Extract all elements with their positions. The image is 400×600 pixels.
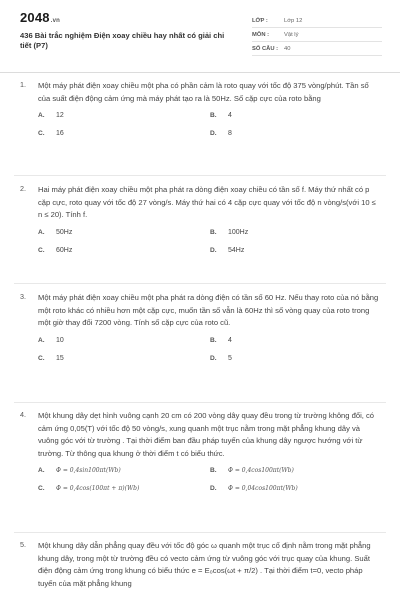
option-value: 10 (56, 336, 64, 344)
option-c[interactable] (38, 355, 210, 362)
option-label: C. (38, 485, 45, 492)
option-label: B. (210, 467, 217, 474)
meta-key: MÔN : (252, 31, 270, 38)
option-c[interactable] (38, 485, 210, 492)
option-label: A. (38, 112, 45, 119)
option-value: 15 (56, 354, 64, 362)
meta-info (252, 14, 382, 56)
option-c[interactable] (38, 247, 210, 254)
option-value: 50Hz (56, 228, 73, 236)
question-number: 4. (20, 410, 26, 419)
question-text: Một khung dây dẫn phẳng quay đều với tốc độ góc ω quanh một trục cố định nằm trong mặt phẳng khung dây, trong một từ trường đều có vecto cảm ứng từ vuông góc với trục quay của khung. Suất điện động cảm ứng trong khung có biểu thức e = E₀cos(ωt + π/2) . Tại thời điểm t=0, vecto pháp tuyến của mặt phẳng khung (38, 541, 371, 588)
question-4 (20, 410, 380, 492)
option-value: 4 (228, 336, 232, 344)
meta-key: SỐ CÂU : (252, 45, 279, 52)
option-value: 16 (56, 130, 64, 137)
option-value: 54Hz (228, 246, 245, 254)
meta-row-class (252, 14, 382, 28)
question-1 (20, 80, 380, 137)
question-text: Một máy phát điện xoay chiều một pha có phần cảm là roto quay với tốc độ 375 vòng/phút. Tần số của suất điện động cảm ứng mà máy phát tạo ra là 50Hz. Số cặp cực của roto bằng (38, 81, 369, 103)
option-a[interactable] (38, 229, 210, 236)
option-value: Φ = 0,4cos(100πt + π)(Wb) (56, 485, 140, 492)
option-value: 5 (228, 354, 232, 362)
logo-suffix: .vn (50, 18, 61, 24)
question-text: Một khung dây dẹt hình vuông cạnh 20 cm có 200 vòng dây quay đều trong từ trường không đổi, có cảm ứng 0,05(T) với tốc độ 50 vòng/s, xung quanh một trục nằm trong mặt phẳng khung dây và vuông góc với từ trường . Tại thời điểm ban đầu pháp tuyến của khung dây ngược hướng với từ trường. Từ thông qua khung ở thời điểm t có biểu thức. (38, 411, 374, 458)
option-a[interactable] (38, 467, 210, 474)
question-2 (20, 184, 380, 254)
option-label: D. (210, 130, 217, 137)
divider (14, 532, 386, 533)
option-label: B. (210, 112, 217, 119)
option-b[interactable] (210, 467, 382, 474)
option-b[interactable] (210, 337, 382, 344)
option-a[interactable] (38, 112, 210, 119)
option-b[interactable] (210, 112, 382, 119)
header (0, 0, 400, 73)
answer-options (38, 112, 380, 137)
option-a[interactable] (38, 337, 210, 344)
option-value: Φ = 0,04cos100πt(Wb) (228, 485, 298, 492)
logo-text: 2048 (20, 10, 50, 25)
question-number: 1. (20, 80, 26, 89)
answer-options (38, 467, 380, 492)
option-d[interactable] (210, 130, 382, 137)
document-title: 436 Bài trắc nghiệm Điện xoay chiều hay nhất có giải chi tiết (P7) (20, 31, 225, 50)
option-value: 100Hz (228, 228, 249, 236)
option-value: 60Hz (56, 246, 73, 254)
option-value: Φ = 0,4sin100πt(Wb) (56, 467, 121, 474)
answer-options (38, 229, 380, 254)
option-c[interactable] (38, 130, 210, 137)
option-label: D. (210, 246, 217, 254)
question-text: Hai máy phát điện xoay chiều một pha phát ra dòng điện xoay chiều có tần số f. Máy thứ nhất có p cặp cực, roto quay với tốc độ 27 vòng/s. Máy thứ hai có 4 cặp cực quay với tốc độ n vòng/s(với 10 ≤ n ≤ 20). Tính f. (38, 185, 376, 219)
meta-row-count (252, 42, 382, 56)
meta-value: 40 (284, 45, 291, 52)
option-b[interactable] (210, 229, 382, 236)
option-label: B. (210, 336, 217, 344)
question-number: 5. (20, 540, 26, 549)
option-d[interactable] (210, 247, 382, 254)
meta-value: Vật lý (284, 31, 299, 38)
option-value: 8 (228, 130, 232, 137)
option-label: C. (38, 130, 45, 137)
option-label: A. (38, 467, 45, 474)
question-number: 2. (20, 184, 26, 193)
question-text: Một máy phát điện xoay chiều một pha phát ra dòng điện có tần số 60 Hz. Nếu thay roto của nó bằng một roto khác có nhiều hơn một cặp cực, muốn tần số vẫn là 60Hz thì số vòng quay của roto trong một giờ thay đổi 7200 vòng. Tính số cặp cực của roto cũ. (38, 293, 379, 327)
option-label: B. (210, 228, 217, 236)
divider (14, 283, 386, 284)
divider (14, 402, 386, 403)
option-label: C. (38, 246, 45, 254)
option-label: D. (210, 354, 217, 362)
option-label: C. (38, 354, 45, 362)
divider (14, 175, 386, 176)
answer-options (38, 337, 380, 362)
option-d[interactable] (210, 355, 382, 362)
question-5 (20, 540, 380, 590)
option-value: Φ = 0,4cos100πt(Wb) (228, 467, 294, 474)
meta-value: Lớp 12 (284, 17, 303, 24)
question-number: 3. (20, 292, 26, 301)
question-3 (20, 292, 380, 362)
option-value: 12 (56, 112, 64, 119)
option-value: 4 (228, 112, 232, 119)
meta-row-subject (252, 28, 382, 42)
option-label: A. (38, 336, 45, 344)
option-d[interactable] (210, 485, 382, 492)
option-label: D. (210, 485, 217, 492)
option-label: A. (38, 228, 45, 236)
meta-key: LỚP : (252, 17, 268, 24)
